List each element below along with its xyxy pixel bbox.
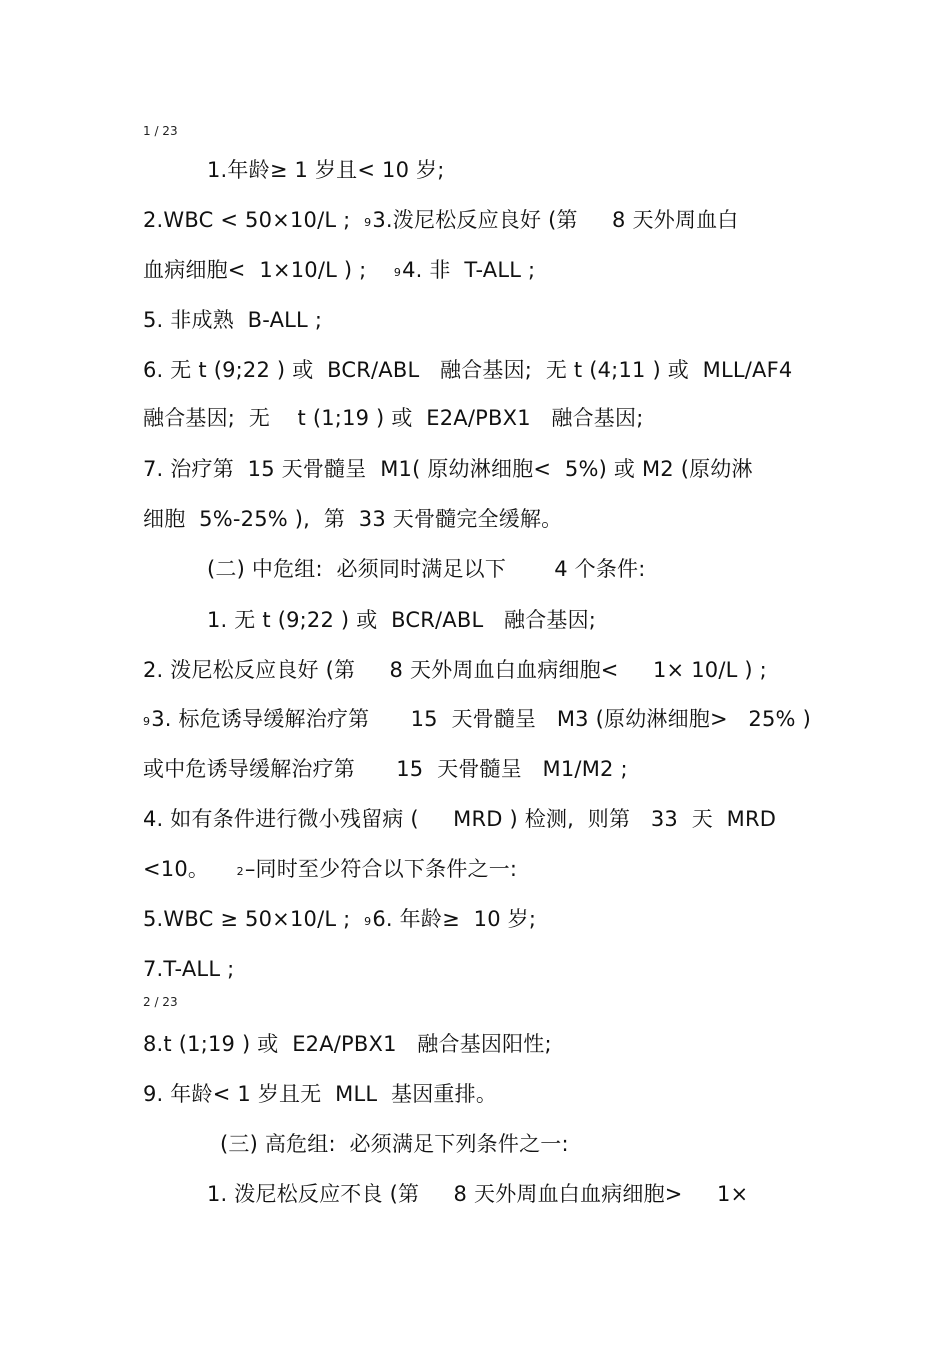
criteria-line-b-all: 5. 非成熟 B-ALL ; bbox=[143, 308, 323, 332]
page-marker-2: 2 / 23 bbox=[143, 995, 178, 1009]
text-segment: 2.WBC < 50×10/L ; bbox=[143, 208, 365, 232]
text-segment: 5.WBC ≥ 50×10/L ; bbox=[143, 907, 365, 931]
criteria-line-e2a-pbx1: 8.t (1;19 ) 或 E2A/PBX1 融合基因阳性; bbox=[143, 1032, 552, 1056]
footnote-mark: 9 bbox=[143, 715, 151, 728]
criteria-line-no-bcr-abl: 1. 无 t (9;22 ) 或 BCR/ABL 融合基因; bbox=[207, 608, 597, 632]
criteria-line-age: 1.年龄≥ 1 岁且< 10 岁; bbox=[207, 158, 445, 182]
footnote-mark: 2 bbox=[236, 865, 244, 878]
text-segment: 血病细胞< 1×10/L ) ; bbox=[143, 258, 394, 282]
text-segment: 4. 非 T-ALL ; bbox=[402, 258, 536, 282]
criteria-line-prednisone: 2. 泼尼松反应良好 (第 8 天外周血白血病细胞< 1× 10/L ) ; bbox=[143, 658, 767, 682]
criteria-line-treatment-2: 细胞 5%-25% ), 第 33 天骨髓完全缓解。 bbox=[143, 507, 563, 531]
criteria-line-wbc-high bbox=[143, 905, 536, 934]
criteria-line-infant: 9. 年龄< 1 岁且无 MLL 基因重排。 bbox=[143, 1082, 498, 1106]
footnote-mark: 9 bbox=[393, 266, 402, 279]
section-heading-high-risk: (三) 高危组: 必须满足下列条件之一: bbox=[220, 1132, 569, 1156]
text-segment: 6. 年龄≥ 10 岁; bbox=[372, 907, 537, 931]
section-heading-intermediate: (二) 中危组: 必须同时满足以下 4 个条件: bbox=[207, 557, 646, 581]
criteria-line-mrd: 4. 如有条件进行微小残留病 ( MRD ) 检测, 则第 33 天 MRD bbox=[143, 807, 777, 831]
text-segment: –同时至少符合以下条件之一: bbox=[244, 857, 518, 881]
criteria-line-cells bbox=[143, 256, 535, 285]
page-marker-1: 1 / 23 bbox=[143, 124, 178, 138]
criteria-line-t-all: 7.T-ALL ; bbox=[143, 957, 235, 981]
text-segment: 3. 标危诱导缓解治疗第 15 天骨髓呈 M3 (原幼淋细胞> 25% ) bbox=[151, 707, 811, 731]
criteria-line-mrd-threshold bbox=[143, 855, 517, 884]
footnote-mark: 9 bbox=[364, 216, 372, 229]
footnote-mark: 9 bbox=[364, 915, 372, 928]
criteria-line-prednisone-poor: 1. 泼尼松反应不良 (第 8 天外周血白血病细胞> 1× bbox=[207, 1182, 749, 1206]
text-segment: <10。 bbox=[143, 857, 237, 881]
criteria-line-fusion-1: 6. 无 t (9;22 ) 或 BCR/ABL 融合基因; 无 t (4;11 ) 或 MLL/AF4 bbox=[143, 358, 793, 382]
criteria-line-wbc bbox=[143, 206, 739, 235]
criteria-line-m1-m2: 或中危诱导缓解治疗第 15 天骨髓呈 M1/M2 ; bbox=[143, 757, 628, 781]
criteria-line-treatment-1: 7. 治疗第 15 天骨髓呈 M1( 原幼淋细胞< 5%) 或 M2 (原幼淋 bbox=[143, 457, 753, 481]
text-segment: 3.泼尼松反应良好 (第 8 天外周血白 bbox=[372, 208, 739, 232]
criteria-line-m3 bbox=[143, 705, 811, 734]
criteria-line-fusion-2: 融合基因; 无 t (1;19 ) 或 E2A/PBX1 融合基因; bbox=[143, 406, 644, 430]
